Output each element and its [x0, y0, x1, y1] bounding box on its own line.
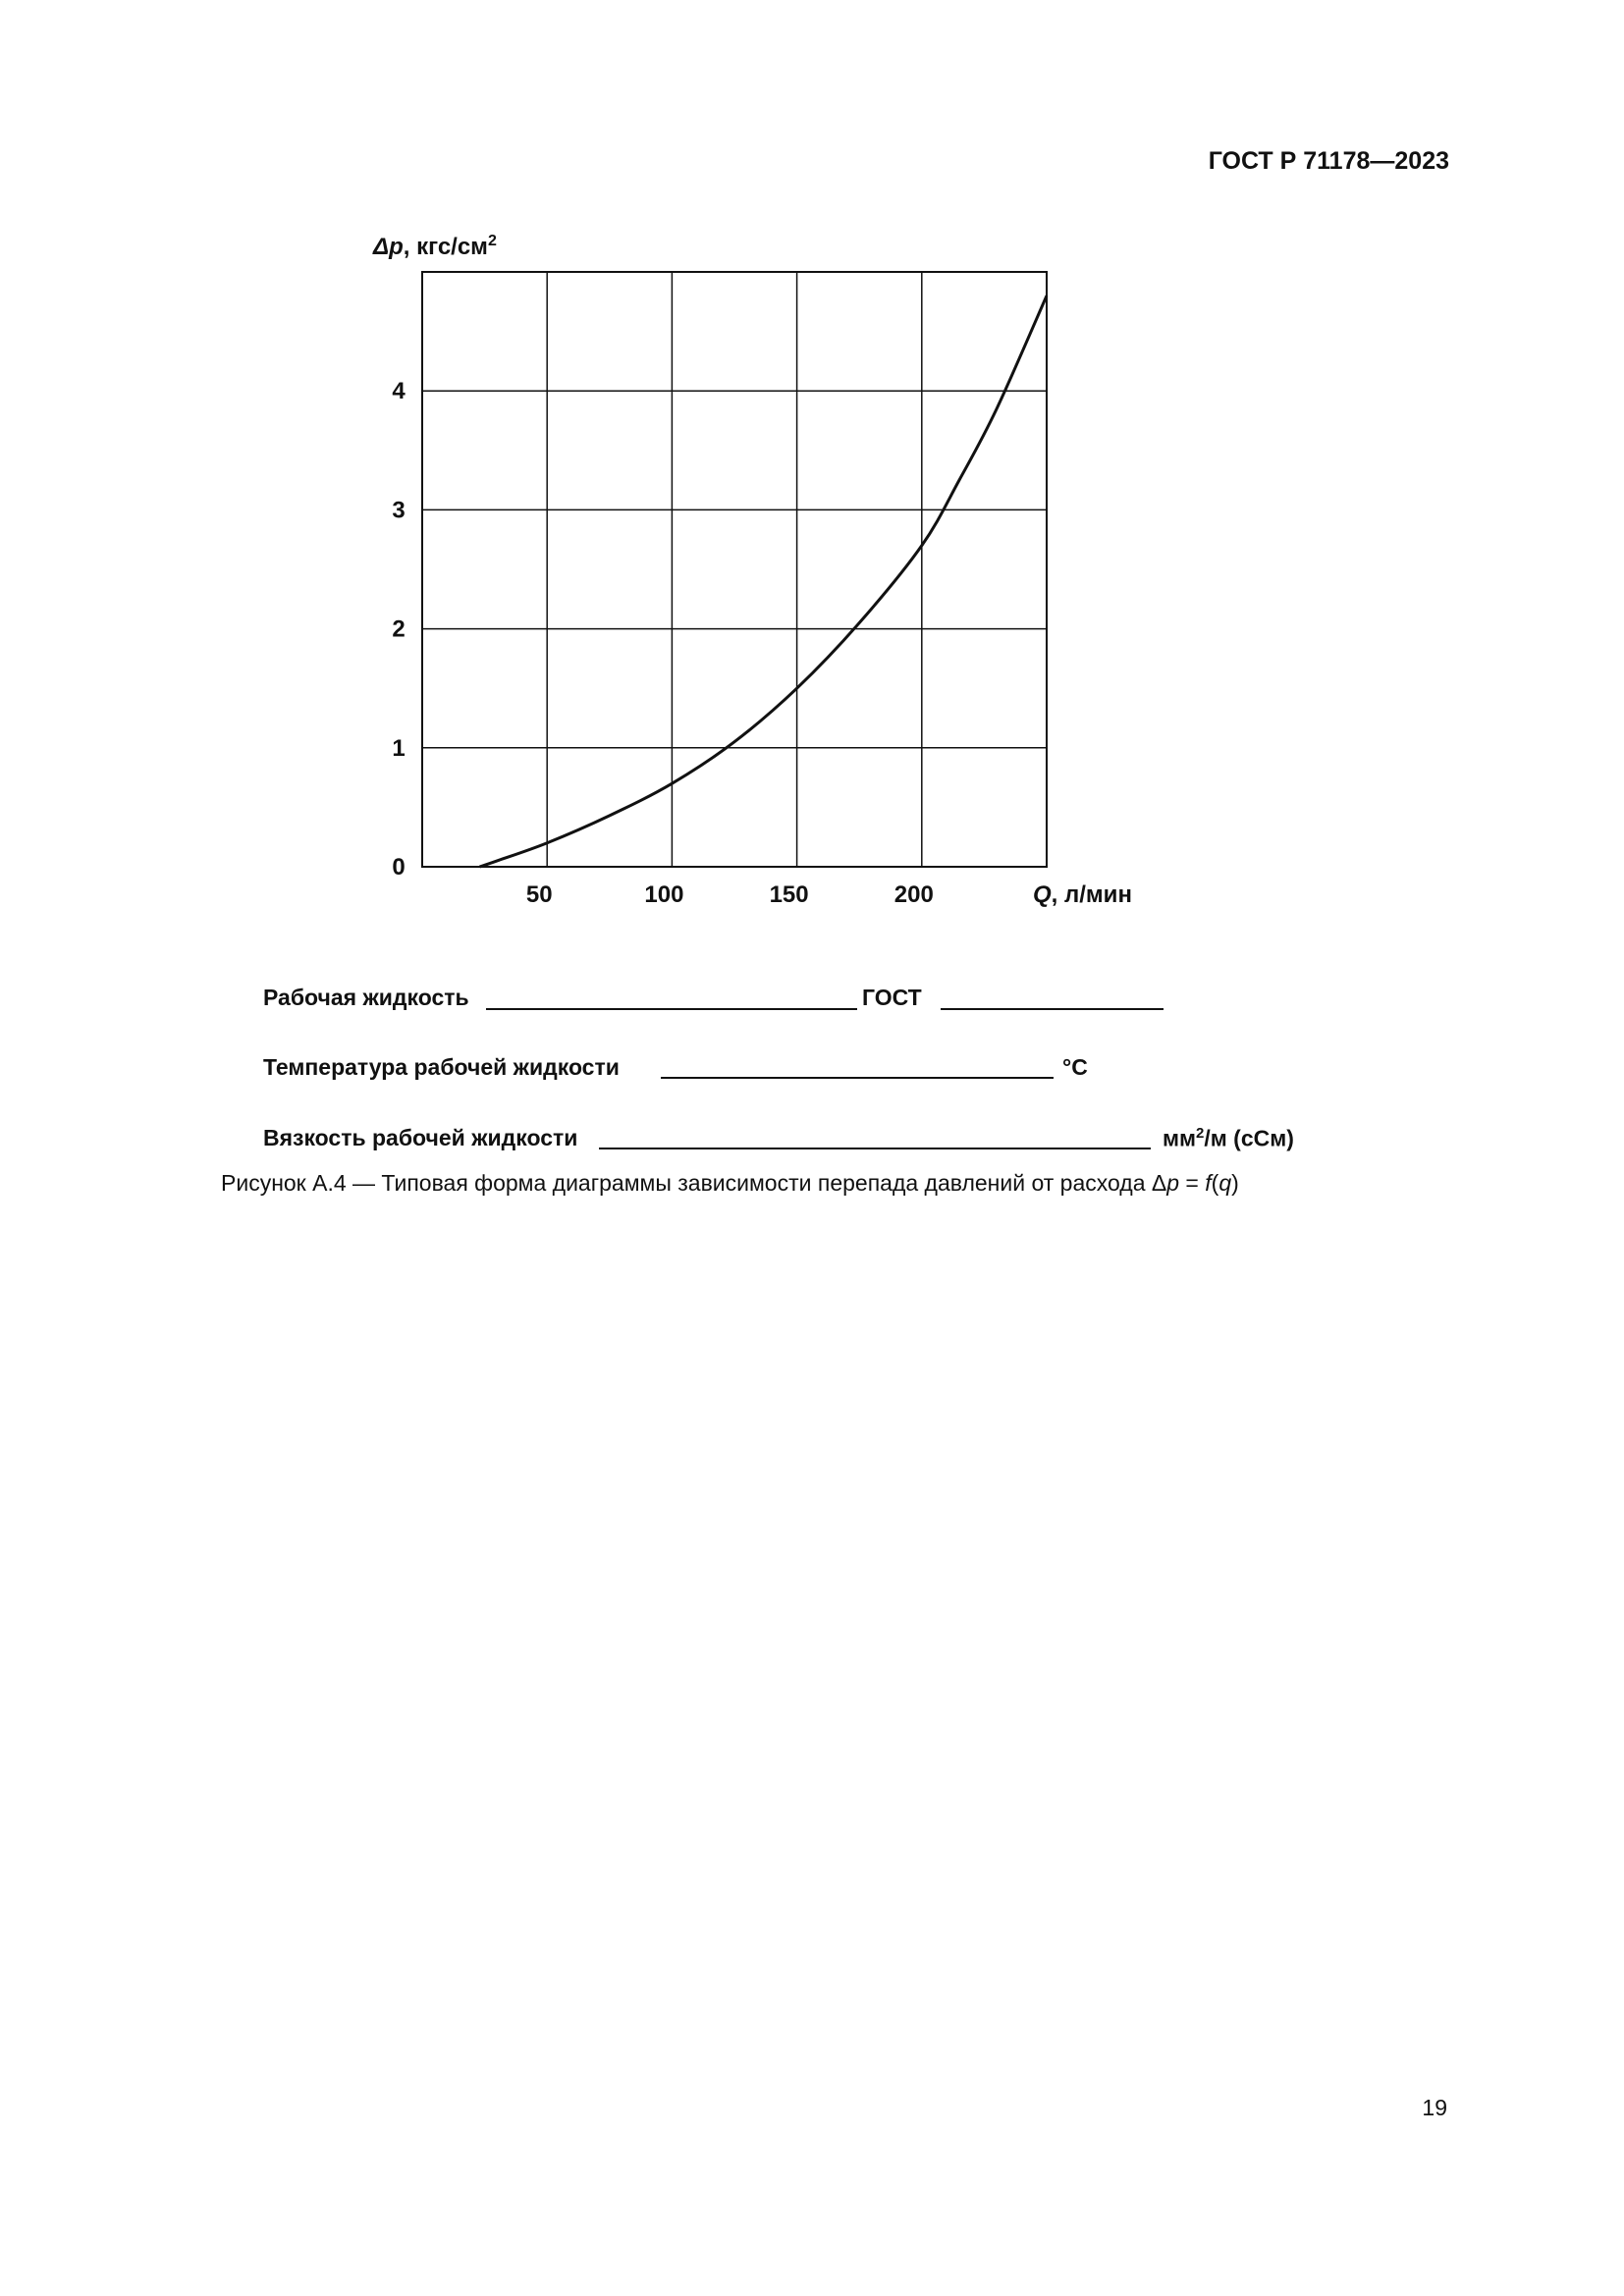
- y-tick-labels: [392, 378, 406, 881]
- x-tick-label: 100: [644, 881, 684, 908]
- x-tick-label: 150: [769, 881, 809, 908]
- y-tick-label: 3: [392, 497, 406, 524]
- y-axis-label: Δp, кгс/$см^2$: [373, 233, 497, 260]
- y-axis-unit-exp: 2: [487, 233, 497, 249]
- y-tick-label: 1: [392, 734, 406, 762]
- caption-eq: =: [1179, 1170, 1206, 1196]
- caption-p: p: [1166, 1170, 1180, 1196]
- caption-text: Рисунок А.4 — Типовая форма диаграммы зависимости перепада давлений от расхода Δ: [221, 1170, 1167, 1196]
- grid-lines: [422, 272, 1047, 867]
- viscosity-unit-exp: 2: [1196, 1125, 1205, 1142]
- viscosity-unit-post: /м (сСм): [1204, 1125, 1294, 1151]
- temperature-unit: °С: [1062, 1054, 1088, 1080]
- series-line: [480, 295, 1047, 867]
- viscosity-blank[interactable]: [599, 1148, 1151, 1149]
- document-code: ГОСТ Р 71178—2023: [1208, 147, 1449, 175]
- caption-paren-close: ): [1231, 1170, 1239, 1196]
- caption-paren-open: (: [1211, 1170, 1219, 1196]
- gost-label: ГОСТ: [862, 985, 922, 1010]
- y-tick-label: 2: [392, 615, 406, 643]
- temperature-blank[interactable]: [661, 1077, 1054, 1079]
- viscosity-label: Вязкость рабочей жидкости: [263, 1125, 578, 1150]
- y-axis-unit: кгс/см: [416, 234, 488, 260]
- plot-frame: [422, 272, 1047, 867]
- caption-q: q: [1218, 1170, 1232, 1196]
- caption-f: f: [1205, 1170, 1212, 1196]
- fluid-label: Рабочая жидкость: [263, 985, 469, 1010]
- x-axis-symbol: Q: [1033, 881, 1052, 908]
- gost-blank[interactable]: [941, 1008, 1164, 1010]
- x-tick-label: 200: [893, 881, 934, 908]
- page-number: 19: [1422, 2095, 1447, 2120]
- x-axis-unit: л/мин: [1064, 881, 1132, 908]
- viscosity-unit-pre: мм: [1163, 1125, 1197, 1151]
- x-tick-label: 50: [525, 881, 553, 908]
- y-tick-label: 0: [392, 854, 406, 881]
- figure-caption: [221, 1170, 1239, 1197]
- x-tick-labels: [526, 881, 934, 908]
- viscosity-unit: [1163, 1125, 1294, 1152]
- temperature-label: Температура рабочей жидкости: [263, 1054, 620, 1080]
- x-axis-label: Q, л/мин: [1033, 881, 1132, 908]
- fluid-blank[interactable]: [486, 1008, 857, 1010]
- y-tick-label: 4: [392, 378, 406, 405]
- y-axis-symbol: Δp: [373, 234, 404, 260]
- pressure-flow-chart: [0, 0, 1624, 942]
